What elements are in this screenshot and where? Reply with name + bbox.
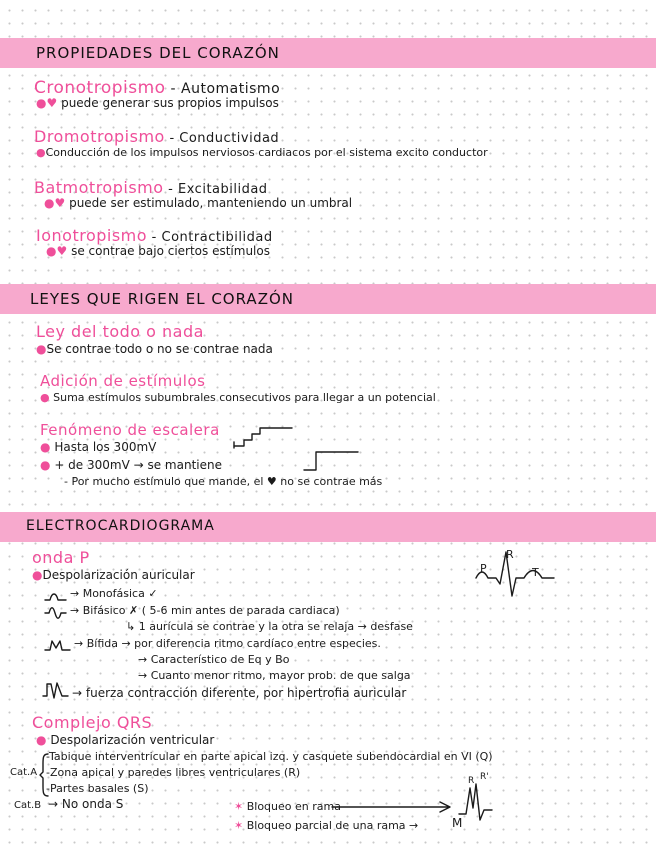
label-cat-b: Cat.B [14,800,42,811]
section-band-leyes [0,284,656,314]
heading-ley-todo-nada: Ley del todo o nada [36,322,204,341]
desc-ley-todo-nada: ●Se contrae todo o no se contrae nada [36,342,273,356]
bullet-icon: ● [44,196,55,210]
desc-dromotropismo: ●Conducción de los impulsos nerviosos cardiacos por el sistema excito conductor [36,146,488,159]
qrs-split-wave-icon [458,780,498,826]
wave-label-r: R [468,776,475,786]
desc-batmotropismo: ●♥ puede ser estimulado, manteniendo un umbral [44,196,353,210]
section-title-leyes: LEYES QUE RIGEN EL CORAZÓN [30,290,294,308]
heart-icon: ♥ [46,96,58,110]
heading-adicion-estimulos: Adición de estímulos [40,372,206,390]
section-title-propiedades: PROPIEDADES DEL CORAZÓN [36,44,280,62]
onda-p-bifasico: → Bifásico ✗ ( 5-6 min antes de parada cardiaca) [70,604,340,617]
bifid-wave-icon [44,638,72,654]
heart-icon: ♥ [56,244,68,258]
subtitle-excitabilidad: Excitabilidad [178,182,268,197]
onda-p-fuerza: → fuerza contracción diferente, por hipertrofia auricular [72,686,407,700]
bullet-icon: ● [40,440,51,454]
heart-icon: ♥ [54,196,66,210]
ecg-label-r: R [506,548,514,561]
desc-escalera-3: - Por mucho estímulo que mande, el ♥ no se contrae más [64,475,383,488]
heading-complejo-qrs: Complejo QRS [32,713,153,732]
bullet-icon: ● [36,342,47,356]
bullet-icon: ● [46,244,57,258]
heading-dromotropismo: Dromotropismo - Conductividad [34,127,280,146]
qrs-line-1: -Tabique interventricular en parte apical izq. y casquete subendocardial en VI (Q) [46,750,493,763]
heading-batmotropismo: Batmotropismo - Excitabilidad [34,178,268,197]
staircase-graph-icon [232,424,296,450]
plateau-graph-icon [300,448,364,474]
subtitle-conductividad: Conductividad [179,131,280,146]
star-icon: ✶ [234,819,244,832]
wave-label-m: M [452,816,463,830]
ecg-label-p: P [480,562,487,575]
bullet-icon: ● [32,568,43,582]
wave-label-r2: R' [480,772,489,782]
bullet-icon: ● [36,146,46,159]
bullet-icon: ● [40,391,50,404]
subtitle-contractibilidad: Contractibilidad [161,230,273,245]
cat-b-text: → No onda S [48,797,124,811]
section-title-ecg: ELECTROCARDIOGRAMA [26,518,215,534]
desc-qrs: ● Despolarización ventricular [36,733,215,747]
desc-cronotropismo: ●♥ puede generar sus propios impulsos [36,96,279,110]
desc-adicion-estimulos: ● Suma estímulos subumbrales consecutivos para llegar a un potencial [40,391,436,404]
bloqueo-parcial: ✶ Bloqueo parcial de una rama → [234,819,419,832]
bullet-icon: ● [36,96,47,110]
onda-p-bifida-2: → Característico de Eq y Bo [138,653,290,666]
desc-ionotropismo: ●♥ se contrae bajo ciertos estímulos [46,244,270,258]
bloqueo-rama: ✶ Bloqueo en rama [234,800,341,813]
heading-cronotropismo: Cronotropismo - Automatismo [34,78,281,98]
arrow-icon [330,800,460,814]
hypertrophy-wave-icon [42,680,70,702]
bullet-icon: ● [40,458,51,472]
desc-escalera-2: ● + de 300mV → se mantiene [40,458,222,472]
ecg-label-t: T [532,566,539,579]
star-icon: ✶ [234,800,244,813]
section-band-ecg [0,512,656,542]
monophasic-wave-icon [44,590,68,604]
onda-p-bifida-1: → Bífida → por diferencia ritmo cardíaco entre especies. [74,637,381,650]
qrs-line-2: -Zona apical y paredes libres ventriculares (R) [46,766,301,779]
label-cat-a: Cat.A [10,767,38,778]
heading-onda-p: onda P [32,548,90,567]
qrs-line-3: -Partes basales (S) [46,782,149,795]
onda-p-bifasico-nota: ↳ 1 aurícula se contrae y la otra se relaja → desfase [126,620,413,633]
onda-p-monofasica: → Monofásica ✓ [70,587,158,600]
ecg-trace-icon [474,548,558,608]
heading-ionotropismo: Ionotropismo - Contractibilidad [36,226,273,245]
subtitle-automatismo: Automatismo [181,81,281,97]
section-band-propiedades [0,38,656,68]
desc-escalera-1: ● Hasta los 300mV [40,440,157,454]
desc-onda-p: ●Despolarización auricular [32,568,195,582]
biphasic-wave-icon [44,605,68,623]
heading-fenomeno-escalera: Fenómeno de escalera [40,421,220,439]
bullet-icon: ● [36,733,47,747]
onda-p-bifida-3: → Cuanto menor ritmo, mayor prob. de que salga [138,669,411,682]
